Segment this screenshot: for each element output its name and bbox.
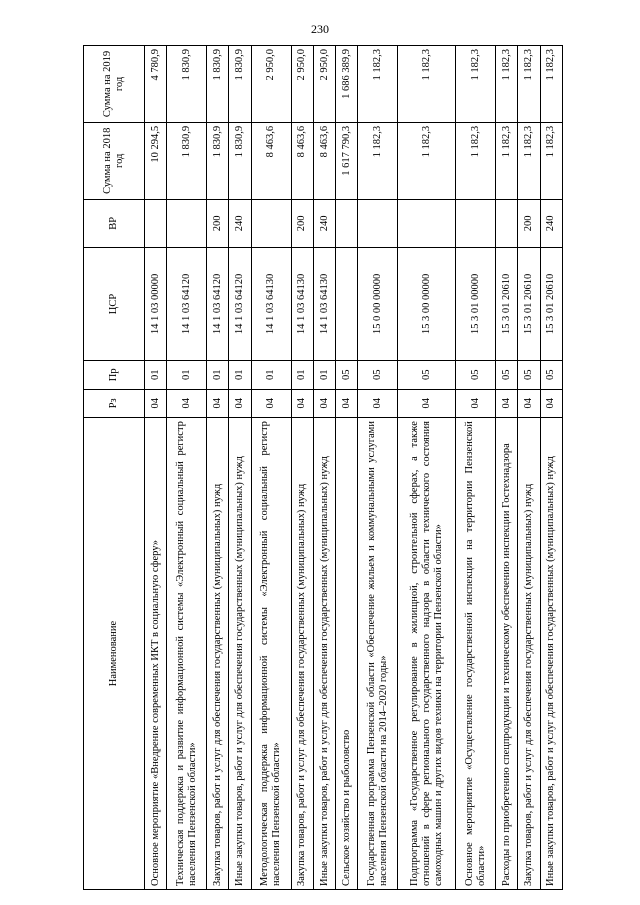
cell-sum-2018: 1 182,3 <box>398 122 456 199</box>
cell-name: Основное мероприятие «Осуществление государственной инспекции на территории Пензенской области» <box>456 418 496 890</box>
cell-vr <box>398 199 456 247</box>
cell-csr: 14 1 03 00000 <box>145 247 167 360</box>
cell-rz: 04 <box>251 389 291 418</box>
cell-pr: 01 <box>207 361 229 390</box>
cell-pr: 01 <box>167 361 207 390</box>
cell-sum-2019: 1 830,9 <box>229 46 251 123</box>
page-number: 230 <box>311 22 329 36</box>
cell-rz: 04 <box>496 389 518 418</box>
cell-vr: 200 <box>518 199 540 247</box>
cell-vr: 240 <box>540 199 562 247</box>
cell-pr: 01 <box>313 361 335 390</box>
cell-pr: 01 <box>251 361 291 390</box>
cell-vr <box>251 199 291 247</box>
cell-csr: 15 0 00 00000 <box>358 247 398 360</box>
cell-rz: 04 <box>313 389 335 418</box>
cell-rz: 04 <box>398 389 456 418</box>
cell-csr: 14 1 03 64120 <box>229 247 251 360</box>
cell-csr: 14 1 03 64130 <box>291 247 313 360</box>
cell-sum-2018: 1 830,9 <box>229 122 251 199</box>
cell-csr: 15 3 01 20610 <box>540 247 562 360</box>
cell-pr: 01 <box>291 361 313 390</box>
cell-vr: 240 <box>229 199 251 247</box>
cell-sum-2019: 2 950,0 <box>313 46 335 123</box>
cell-sum-2019: 1 830,9 <box>167 46 207 123</box>
cell-sum-2019: 1 182,3 <box>496 46 518 123</box>
table-row <box>518 46 540 890</box>
table-row <box>398 46 456 890</box>
cell-pr: 05 <box>540 361 562 390</box>
cell-vr <box>456 199 496 247</box>
cell-vr: 200 <box>207 199 229 247</box>
cell-rz: 04 <box>291 389 313 418</box>
cell-rz: 04 <box>358 389 398 418</box>
header-vr: ВР <box>84 199 145 247</box>
cell-vr: 240 <box>313 199 335 247</box>
cell-name: Иные закупки товаров, работ и услуг для обеспечения государственных (муниципальных) нужд <box>229 418 251 890</box>
cell-vr: 200 <box>291 199 313 247</box>
cell-name: Техническая поддержка и развитие информационной системы «Электронный социальный регистр населения Пензенской области» <box>167 418 207 890</box>
table-header <box>84 46 145 890</box>
cell-csr: 15 3 01 00000 <box>456 247 496 360</box>
cell-vr <box>167 199 207 247</box>
table-row <box>207 46 229 890</box>
cell-sum-2018: 8 463,6 <box>313 122 335 199</box>
cell-rz: 04 <box>456 389 496 418</box>
cell-sum-2018: 1 182,3 <box>518 122 540 199</box>
table-row <box>145 46 167 890</box>
cell-pr: 05 <box>398 361 456 390</box>
cell-pr: 05 <box>518 361 540 390</box>
budget-table <box>83 45 563 890</box>
cell-sum-2019: 1 686 389,9 <box>336 46 358 123</box>
table-row <box>358 46 398 890</box>
cell-sum-2018: 1 182,3 <box>456 122 496 199</box>
cell-pr: 05 <box>336 361 358 390</box>
cell-sum-2018: 1 182,3 <box>540 122 562 199</box>
cell-vr <box>145 199 167 247</box>
cell-sum-2018: 8 463,6 <box>291 122 313 199</box>
cell-rz: 04 <box>229 389 251 418</box>
cell-rz: 04 <box>167 389 207 418</box>
table-row <box>313 46 335 890</box>
cell-sum-2018: 1 830,9 <box>167 122 207 199</box>
cell-rz: 04 <box>207 389 229 418</box>
cell-sum-2018: 1 830,9 <box>207 122 229 199</box>
rotated-table-wrapper <box>83 45 563 890</box>
header-name: Наименование <box>84 418 145 890</box>
cell-rz: 04 <box>518 389 540 418</box>
cell-pr: 01 <box>145 361 167 390</box>
cell-sum-2018: 1 617 790,3 <box>336 122 358 199</box>
cell-pr: 05 <box>496 361 518 390</box>
table-row <box>456 46 496 890</box>
table-row <box>167 46 207 890</box>
cell-name: Закупка товаров, работ и услуг для обеспечения государственных (муниципальных) нужд <box>518 418 540 890</box>
cell-rz: 04 <box>336 389 358 418</box>
cell-name: Расходы по приобретению спецпродукции и техническому обеспечению инспекции Гостехнадзора <box>496 418 518 890</box>
cell-name: Подпрограмма «Государственное регулирование в жилищной, строительной сферах, а также отношений в сфере регионального государственного надзора в области технического состояния самоходных машин и других видов техники на территории Пензенской области» <box>398 418 456 890</box>
cell-csr: 14 1 03 64130 <box>313 247 335 360</box>
cell-csr: 14 1 03 64130 <box>251 247 291 360</box>
cell-sum-2019: 1 182,3 <box>358 46 398 123</box>
table-row <box>336 46 358 890</box>
cell-name: Государственная программа Пензенской области «Обеспечение жильем и коммунальными услугами населения Пензенской области на 2014–2020 годы» <box>358 418 398 890</box>
cell-csr: 14 1 03 64120 <box>167 247 207 360</box>
cell-sum-2019: 1 830,9 <box>207 46 229 123</box>
header-row <box>84 46 145 890</box>
cell-csr: 15 3 00 00000 <box>398 247 456 360</box>
cell-sum-2019: 4 780,9 <box>145 46 167 123</box>
cell-sum-2018: 10 294,5 <box>145 122 167 199</box>
cell-sum-2019: 2 950,0 <box>291 46 313 123</box>
cell-sum-2019: 1 182,3 <box>456 46 496 123</box>
cell-sum-2018: 1 182,3 <box>358 122 398 199</box>
cell-csr <box>336 247 358 360</box>
cell-sum-2018: 1 182,3 <box>496 122 518 199</box>
cell-name: Основное мероприятие «Внедрение современных ИКТ в социальную сферу» <box>145 418 167 890</box>
cell-name: Закупка товаров, работ и услуг для обеспечения государственных (муниципальных) нужд <box>291 418 313 890</box>
header-sum-2019: Сумма на 2019 год <box>84 46 145 123</box>
cell-sum-2019: 1 182,3 <box>540 46 562 123</box>
header-pr: Пр <box>84 361 145 390</box>
cell-vr <box>358 199 398 247</box>
cell-sum-2018: 8 463,6 <box>251 122 291 199</box>
cell-name: Иные закупки товаров, работ и услуг для обеспечения государственных (муниципальных) нужд <box>540 418 562 890</box>
header-csr: ЦСР <box>84 247 145 360</box>
header-rz: Рз <box>84 389 145 418</box>
table-row <box>251 46 291 890</box>
cell-name: Сельское хозяйство и рыболовство <box>336 418 358 890</box>
cell-csr: 14 1 03 64120 <box>207 247 229 360</box>
cell-name: Закупка товаров, работ и услуг для обеспечения государственных (муниципальных) нужд <box>207 418 229 890</box>
cell-sum-2019: 1 182,3 <box>398 46 456 123</box>
cell-csr: 15 3 01 20610 <box>496 247 518 360</box>
cell-pr: 05 <box>358 361 398 390</box>
rotated-table-area <box>83 45 563 890</box>
table-row <box>291 46 313 890</box>
cell-vr <box>496 199 518 247</box>
cell-name: Методологическая поддержка информационной системы «Электронный социальный регистр населения Пензенской области» <box>251 418 291 890</box>
table-row <box>229 46 251 890</box>
table-body <box>145 46 563 890</box>
cell-pr: 05 <box>456 361 496 390</box>
table-row <box>540 46 562 890</box>
cell-rz: 04 <box>540 389 562 418</box>
header-sum-2018: Сумма на 2018 год <box>84 122 145 199</box>
table-row <box>496 46 518 890</box>
cell-vr <box>336 199 358 247</box>
cell-sum-2019: 2 950,0 <box>251 46 291 123</box>
cell-name: Иные закупки товаров, работ и услуг для обеспечения государственных (муниципальных) нужд <box>313 418 335 890</box>
cell-rz: 04 <box>145 389 167 418</box>
cell-csr: 15 3 01 20610 <box>518 247 540 360</box>
cell-sum-2019: 1 182,3 <box>518 46 540 123</box>
cell-pr: 01 <box>229 361 251 390</box>
